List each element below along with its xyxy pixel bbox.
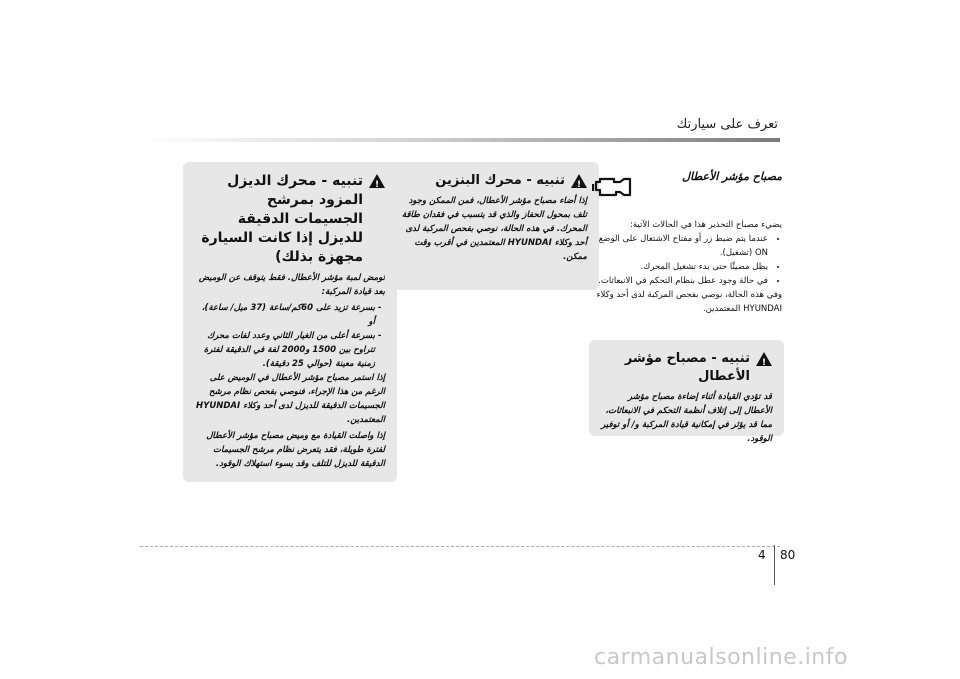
warning-body-gasoline: إذا أضاء مصباح مؤشر الأعطال، فمن الممكن وجود تلف بمحول الحفاز والذي قد يتسبب في فقدان طاقة المحرك. في هذه الحالة، نوصي بفحص المركبة لدى أحد وكلاء HYUNDAI المعتمدين في أقرب وقت ممكن. xyxy=(401,196,587,262)
warning-triangle-icon xyxy=(369,174,385,188)
page-number: 80 xyxy=(780,548,796,562)
warning-box-gasoline xyxy=(385,162,599,290)
warning-diesel-list xyxy=(195,301,385,371)
warning-triangle-icon xyxy=(571,174,587,188)
footer-rule xyxy=(140,546,780,547)
warning-box-mil xyxy=(589,340,784,444)
watermark: carmanualsonline.info xyxy=(594,645,848,670)
list-item xyxy=(586,260,768,274)
warning-body-mil: قد تؤدي القيادة أثناء إضاءة مصباح مؤشر الأعطال إلى إتلاف أنظمة التحكم في الانبعاثات، مما قد يؤثر في إمكانية قيادة المركبة و/ أو توفير الوقود. xyxy=(601,392,772,444)
page-number-divider xyxy=(774,545,775,585)
warning-title-mil xyxy=(601,350,772,386)
warning-mil-title-text: تنبيه - مصباح مؤشر الأعطال xyxy=(624,351,750,384)
section-header-title: تعرف على سيارتك xyxy=(676,117,778,132)
intro-text: يضيء مصباح التحذير هذا في الحالات الآتية: xyxy=(629,220,782,230)
list-item: - بسرعة أعلى من الغيار الثاني وعدد لفات محرك تتراوح بين 1500 و2000 لفة في الدقيقة لفترة زمنية معينة (حوالي 25 دقيقة). xyxy=(195,329,375,371)
warning-diesel-title-text: تنبيه - محرك الديزل المزود بمرشح الجسيمات الدقيقة للديزل إذا كانت السيارة مجهزة بذلك) xyxy=(201,173,363,265)
warning-triangle-icon xyxy=(756,352,772,366)
warning-box-diesel xyxy=(183,162,397,482)
list-item: - بسرعة تزيد على 60كم/ساعة (37 ميل/ ساعة)، أو xyxy=(195,301,375,329)
list-item: • في حالة وجود عطل بنظام التحكم في الانبعاثات. xyxy=(586,274,768,288)
warning-diesel-p1: تومض لمبة مؤشر الأعطال. فقط يتوقف عن الوميض بعد قيادة المركبة: xyxy=(198,273,385,297)
tail-text: وفي هذه الحالة، نوصي بفحص المركبة لدى أحد وكلاء HYUNDAI المعتمدين. xyxy=(596,290,782,314)
warning-title-gasoline xyxy=(397,172,587,190)
main-column xyxy=(586,162,782,316)
warning-body-diesel xyxy=(195,271,385,471)
warning-gasoline-title-text: تنبيه - محرك البنزين xyxy=(435,173,565,188)
warning-diesel-p2: إذا استمر مصباح مؤشر الأعطال في الوميض على الرغم من هذا الإجراء، فنوصي بفحص نظام مرشح الجسيمات الدقيقة للديزل لدى أحد وكلاء HYUNDAI المعتمدين. xyxy=(196,373,385,425)
condition-list xyxy=(586,232,782,288)
list-item: • عندما يتم ضبط زر أو مفتاح الاشتعال على الوضع ON (تشغيل). xyxy=(586,232,768,260)
page-section-number: 4 xyxy=(758,548,766,562)
section-title: مصباح مؤشر الأعطال xyxy=(682,170,782,183)
header-rule xyxy=(140,138,780,142)
sub-item-text: يظل مضيئًا حتى بدء تشغيل المحرك. xyxy=(640,262,768,272)
warning-title-diesel xyxy=(195,172,385,267)
warning-diesel-p3: إذا واصلت القيادة مع وميض مصباح مؤشر الأعطال لفترة طويلة، فقد يتعرض نظام مرشح الجسيمات الدقيقة للديزل للتلف وقد يسوء استهلاك الوقود. xyxy=(206,431,385,469)
